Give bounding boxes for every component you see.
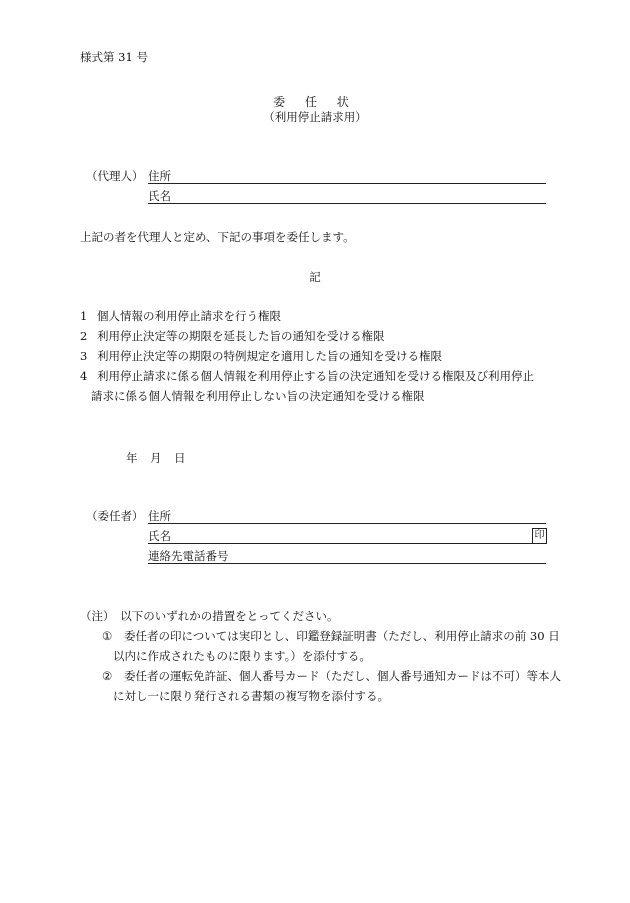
principal-address-line <box>148 523 546 524</box>
principal-name-line <box>148 543 546 544</box>
notes-header: （注） 以下のいずれかの措置をとってください。 <box>80 609 339 623</box>
note2-line2: に対し一に限り発行される書類の複写物を添付する。 <box>113 689 389 703</box>
item-number: 1 <box>80 309 88 323</box>
principal-name-label: 氏名 <box>148 529 171 543</box>
principal-role-label: （委任者） <box>86 509 144 523</box>
item-number: 3 <box>80 349 88 363</box>
item-text: 利用停止決定等の期限を延長した旨の通知を受ける権限 <box>97 329 385 343</box>
document-subtitle: （利用停止請求用） <box>263 110 367 124</box>
agent-address-line <box>148 183 546 184</box>
item-number: 4 <box>80 369 88 383</box>
item-number: 2 <box>80 329 88 343</box>
date-year: 年 <box>126 451 138 465</box>
principal-address-label: 住所 <box>148 509 171 523</box>
item-text: 個人情報の利用停止請求を行う権限 <box>97 309 281 323</box>
agent-role-label: （代理人） <box>86 169 144 183</box>
seal-mark: 印 <box>532 528 547 544</box>
ki-label: 記 <box>309 270 321 284</box>
agent-address-label: 住所 <box>148 169 171 183</box>
note2-mark: ② <box>102 669 113 683</box>
item-text: 利用停止請求に係る個人情報を利用停止する旨の決定通知を受ける権限及び利用停止 <box>97 369 534 383</box>
agent-name-line <box>148 203 546 204</box>
note1-mark: ① <box>102 629 113 643</box>
document-title: 委 任 状 <box>273 95 357 109</box>
form-number: 様式第 31 号 <box>80 50 148 64</box>
item-text: 利用停止決定等の期限の特例規定を適用した旨の通知を受ける権限 <box>97 349 442 363</box>
principal-phone-line <box>148 563 546 564</box>
note1-line1: 委任者の印については実印とし、印鑑登録証明書（ただし、利用停止請求の前 30 日 <box>124 629 560 643</box>
note1-line2: 以内に作成されたものに限ります。）を添付する。 <box>113 649 371 663</box>
principal-phone-label: 連絡先電話番号 <box>148 549 229 563</box>
delegation-statement: 上記の者を代理人と定め、下記の事項を委任します。 <box>80 230 355 244</box>
item-text-continuation: 請求に係る個人情報を利用停止しない旨の決定通知を受ける権限 <box>91 389 425 403</box>
date-month: 月 <box>150 451 162 465</box>
agent-name-label: 氏名 <box>148 189 171 203</box>
date-day: 日 <box>174 451 186 465</box>
note2-line1: 委任者の運転免許証、個人番号カード（ただし、個人番号通知カードは不可）等本人 <box>124 669 561 683</box>
